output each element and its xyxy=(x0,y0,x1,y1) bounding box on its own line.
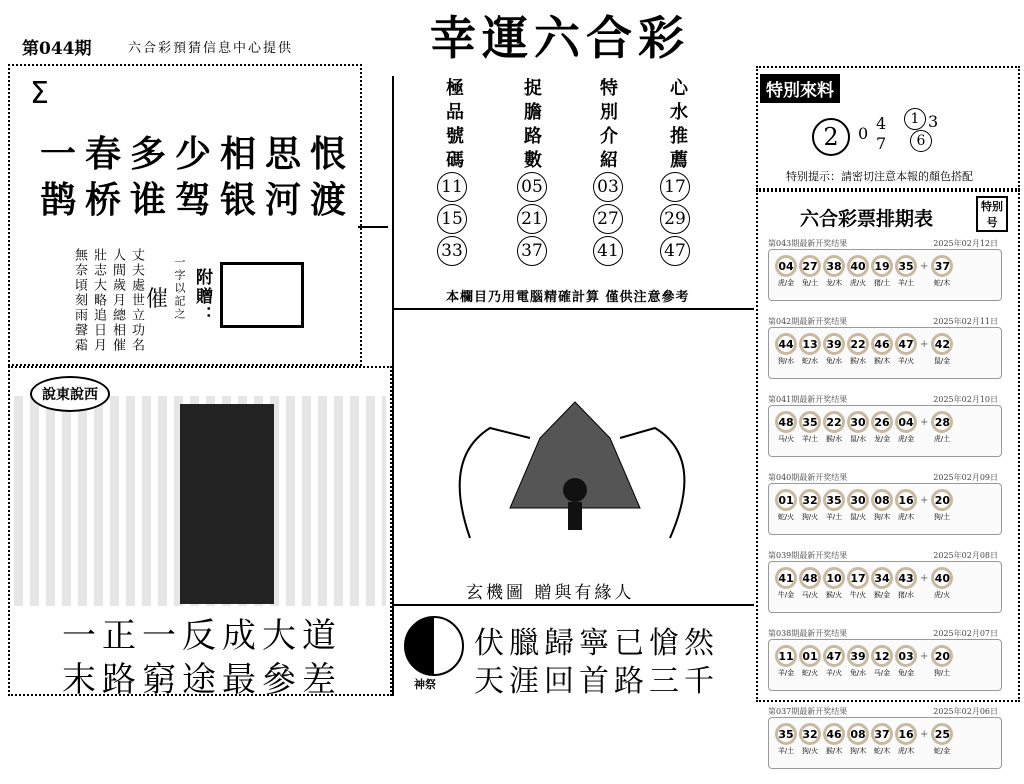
lottery-ball: 44 xyxy=(775,333,797,355)
result-block xyxy=(768,238,1002,301)
lower-line-1: 一正一反成大道 xyxy=(62,616,342,656)
lottery-ball: 01 xyxy=(775,489,797,511)
plus-sign: + xyxy=(920,494,929,506)
zodiac-row xyxy=(775,278,1001,288)
lottery-ball: 04 xyxy=(775,255,797,277)
code-number: 27 xyxy=(593,204,623,234)
poem-divider xyxy=(358,226,388,228)
ball-row xyxy=(775,567,1001,589)
mystery-picture xyxy=(440,398,710,548)
sigma-icon: Σ xyxy=(30,76,49,111)
result-block xyxy=(768,472,1002,535)
poem-line-1: 一春多少相思恨 xyxy=(40,133,356,175)
special-n1: 0 xyxy=(858,124,869,143)
lottery-ball: 43 xyxy=(895,567,917,589)
results-badge: 特别号 xyxy=(976,196,1008,232)
zodiac-label: 牛/金 xyxy=(777,591,795,599)
verse-line-1: 伏臘歸寧已愴然 xyxy=(474,626,719,661)
lottery-ball: 04 xyxy=(895,411,917,433)
zodiac-label: 兔/水 xyxy=(849,669,867,677)
result-label: 第043期最新开奖结果 xyxy=(768,239,848,248)
zodiac-label: 鼠/火 xyxy=(849,513,867,521)
zodiac-label: 虎/火 xyxy=(849,279,867,287)
lottery-ball: 46 xyxy=(823,723,845,745)
zodiac-label: 兔/金 xyxy=(897,669,915,677)
special-frac-bottom: 7 xyxy=(876,134,887,153)
lottery-ball: 32 xyxy=(799,723,821,745)
ball-row xyxy=(775,411,1001,433)
result-box xyxy=(768,327,1002,379)
code-header: 極品號碼 xyxy=(443,78,464,174)
zodiac-label: 狗/土 xyxy=(933,513,951,521)
verse-column: 人間歲月總相催 xyxy=(110,248,125,353)
zodiac-label: 龙/木 xyxy=(825,279,843,287)
lottery-ball: 47 xyxy=(823,645,845,667)
zodiac-row xyxy=(775,590,1001,600)
zodiac-label: 猪/水 xyxy=(897,591,915,599)
zodiac-label: 狗/水 xyxy=(777,357,795,365)
lottery-ball: 48 xyxy=(775,411,797,433)
lottery-ball: 10 xyxy=(823,567,845,589)
zodiac-label: 狗/火 xyxy=(801,513,819,521)
computer-note: 本欄目乃用電腦精確計算 僅供注意參考 xyxy=(446,290,690,305)
zodiac-label: 猪/土 xyxy=(873,279,891,287)
zodiac-label: 蛇/水 xyxy=(801,357,819,365)
ball-row xyxy=(775,645,1001,667)
lottery-ball: 27 xyxy=(799,255,821,277)
lottery-ball: 39 xyxy=(823,333,845,355)
zodiac-label: 蛇/木 xyxy=(933,279,951,287)
sponsor-text: 六合彩預猜信息中心提供 xyxy=(128,41,294,56)
verse-column: 丈夫處世立功名 xyxy=(129,248,144,353)
zodiac-label: 羊/火 xyxy=(825,669,843,677)
special-tip: 特别提示：請密切注意本報的顏色搭配 xyxy=(786,170,973,183)
lottery-ball: 25 xyxy=(931,723,953,745)
zodiac-label: 狗/火 xyxy=(801,747,819,755)
result-box xyxy=(768,249,1002,301)
zodiac-label: 虎/木 xyxy=(897,747,915,755)
zodiac-label: 牛/火 xyxy=(849,591,867,599)
lottery-ball: 48 xyxy=(799,567,821,589)
special-c3: 6 xyxy=(910,130,932,152)
verse-column: 壯志大略追日月 xyxy=(91,248,106,353)
result-label: 第039期最新开奖结果 xyxy=(768,551,848,560)
code-number: 11 xyxy=(437,172,467,202)
poem-line-2: 鹊桥谁驾银河渡 xyxy=(40,179,356,221)
result-header xyxy=(768,472,998,483)
result-header xyxy=(768,238,998,249)
lottery-ball: 11 xyxy=(775,645,797,667)
codes-section xyxy=(428,78,728,278)
zodiac-label: 马/火 xyxy=(801,591,819,599)
code-number: 29 xyxy=(660,204,690,234)
code-header: 心水推薦 xyxy=(667,78,688,174)
plus-sign: + xyxy=(920,728,929,740)
zodiac-label: 猴/木 xyxy=(825,747,843,755)
special-big-number: 2 xyxy=(812,118,850,156)
lottery-ball: 12 xyxy=(871,645,893,667)
result-date: 2025年02月10日 xyxy=(933,395,998,404)
hint-char: 催 xyxy=(146,287,169,312)
lottery-ball: 20 xyxy=(931,489,953,511)
result-header xyxy=(768,706,998,717)
special-frac-top: 4 xyxy=(876,114,887,133)
lottery-ball: 34 xyxy=(871,567,893,589)
zodiac-row xyxy=(775,746,1001,756)
zodiac-label: 蛇/火 xyxy=(777,513,795,521)
lottery-ball: 20 xyxy=(931,645,953,667)
code-number: 37 xyxy=(517,236,547,266)
result-header xyxy=(768,316,998,327)
results-list xyxy=(768,238,1002,784)
zodiac-label: 猴/金 xyxy=(873,591,891,599)
gift-label: 附贈： xyxy=(192,268,212,325)
result-label: 第038期最新开奖结果 xyxy=(768,629,848,638)
zodiac-row xyxy=(775,434,1001,444)
result-label: 第037期最新开奖结果 xyxy=(768,707,848,716)
code-number: 15 xyxy=(437,204,467,234)
zodiac-label: 马/金 xyxy=(873,669,891,677)
tower-shape xyxy=(180,404,274,604)
lottery-ball: 35 xyxy=(823,489,845,511)
lottery-ball: 37 xyxy=(931,255,953,277)
result-header xyxy=(768,394,998,405)
lottery-ball: 47 xyxy=(895,333,917,355)
gift-box xyxy=(220,262,304,328)
result-date: 2025年02月11日 xyxy=(933,317,998,326)
zodiac-label: 蛇/木 xyxy=(873,747,891,755)
result-date: 2025年02月07日 xyxy=(933,629,998,638)
result-box xyxy=(768,483,1002,535)
code-header: 特別介紹 xyxy=(597,78,618,174)
result-date: 2025年02月06日 xyxy=(933,707,998,716)
zodiac-label: 兔/土 xyxy=(801,279,819,287)
result-block xyxy=(768,394,1002,457)
ball-row xyxy=(775,333,1001,355)
zodiac-label: 猴/水 xyxy=(849,357,867,365)
code-number: 21 xyxy=(517,204,547,234)
zodiac-label: 狗/木 xyxy=(849,747,867,755)
lottery-ball: 41 xyxy=(775,567,797,589)
result-block xyxy=(768,550,1002,613)
plus-sign: + xyxy=(920,416,929,428)
zodiac-label: 蛇/火 xyxy=(801,669,819,677)
yin-yang-icon xyxy=(404,616,464,676)
frame-curve-left xyxy=(460,428,530,538)
special-title: 特別來料 xyxy=(760,74,840,103)
result-block xyxy=(768,316,1002,379)
zodiac-label: 虎/金 xyxy=(897,435,915,443)
lottery-ball: 16 xyxy=(895,723,917,745)
result-box xyxy=(768,639,1002,691)
result-label: 第040期最新开奖结果 xyxy=(768,473,848,482)
result-header xyxy=(768,550,998,561)
figure-body xyxy=(568,502,582,530)
result-box xyxy=(768,561,1002,613)
zodiac-label: 龙/金 xyxy=(873,435,891,443)
zodiac-label: 羊/土 xyxy=(825,513,843,521)
zodiac-label: 羊/土 xyxy=(801,435,819,443)
figure-head xyxy=(563,478,587,502)
lottery-ball: 08 xyxy=(871,489,893,511)
lottery-ball: 13 xyxy=(799,333,821,355)
code-number: 03 xyxy=(593,172,623,202)
zodiac-label: 鼠/金 xyxy=(933,357,951,365)
zodiac-label: 虎/金 xyxy=(777,279,795,287)
lower-line-2: 末路窮途最參差 xyxy=(62,660,342,700)
result-date: 2025年02月09日 xyxy=(933,473,998,482)
special-c1: 1 xyxy=(904,108,926,130)
lottery-ball: 35 xyxy=(895,255,917,277)
zodiac-label: 鼠/水 xyxy=(849,435,867,443)
plus-sign: + xyxy=(920,572,929,584)
verse-column: 無奈頃刻雨聲霜 xyxy=(72,248,87,353)
zodiac-label: 狗/土 xyxy=(933,669,951,677)
plus-sign: + xyxy=(920,338,929,350)
ball-row xyxy=(775,723,1001,745)
center-left-rule xyxy=(392,76,394,696)
zodiac-label: 羊/金 xyxy=(777,669,795,677)
lottery-ball: 40 xyxy=(931,567,953,589)
lottery-ball: 19 xyxy=(871,255,893,277)
zodiac-label: 猴/火 xyxy=(825,591,843,599)
lottery-ball: 22 xyxy=(823,411,845,433)
zodiac-label: 马/火 xyxy=(777,435,795,443)
page-title: 幸運六合彩 xyxy=(430,11,690,65)
lottery-ball: 08 xyxy=(847,723,869,745)
lottery-ball: 30 xyxy=(847,411,869,433)
results-title: 六合彩票排期表 xyxy=(800,208,934,230)
lottery-ball: 39 xyxy=(847,645,869,667)
lottery-ball: 35 xyxy=(799,411,821,433)
verse-columns xyxy=(62,248,144,353)
lottery-ball: 26 xyxy=(871,411,893,433)
talk-badge: 說東說西 xyxy=(30,376,110,412)
zodiac-row xyxy=(775,512,1001,522)
result-block xyxy=(768,706,1002,769)
zodiac-label: 蛇/金 xyxy=(933,747,951,755)
zodiac-label: 狗/木 xyxy=(873,513,891,521)
lottery-ball: 37 xyxy=(871,723,893,745)
zodiac-label: 羊/土 xyxy=(897,279,915,287)
verse-line-2: 天涯回首路三千 xyxy=(474,664,719,699)
picture-caption: 玄機圖 贈與有緣人 xyxy=(466,583,635,603)
code-number: 33 xyxy=(437,236,467,266)
result-header xyxy=(768,628,998,639)
plus-sign: + xyxy=(920,260,929,272)
zodiac-label: 虎/火 xyxy=(933,591,951,599)
result-block xyxy=(768,628,1002,691)
lottery-ball: 16 xyxy=(895,489,917,511)
result-box xyxy=(768,717,1002,769)
zodiac-label: 猴/水 xyxy=(825,435,843,443)
code-number: 05 xyxy=(517,172,547,202)
lottery-ball: 42 xyxy=(931,333,953,355)
zodiac-row xyxy=(775,356,1001,366)
result-label: 第042期最新开奖结果 xyxy=(768,317,848,326)
issue-number: 第044期 xyxy=(22,39,92,59)
lottery-ball: 35 xyxy=(775,723,797,745)
lottery-ball: 17 xyxy=(847,567,869,589)
zodiac-label: 虎/木 xyxy=(897,513,915,521)
result-box xyxy=(768,405,1002,457)
lottery-ball: 32 xyxy=(799,489,821,511)
plus-sign: + xyxy=(920,650,929,662)
zodiac-row xyxy=(775,668,1001,678)
lottery-ball: 46 xyxy=(871,333,893,355)
code-number: 41 xyxy=(593,236,623,266)
hint-vertical: 一字以記之 xyxy=(173,256,186,321)
zodiac-label: 兔/水 xyxy=(825,357,843,365)
seal-text: 神祭 xyxy=(414,678,436,691)
lottery-ball: 03 xyxy=(895,645,917,667)
zodiac-label: 虎/土 xyxy=(933,435,951,443)
lottery-ball: 22 xyxy=(847,333,869,355)
result-label: 第041期最新开奖结果 xyxy=(768,395,848,404)
special-c2: 3 xyxy=(928,112,939,131)
code-header: 捉膽路數 xyxy=(521,78,542,174)
ball-row xyxy=(775,489,1001,511)
result-date: 2025年02月08日 xyxy=(933,551,998,560)
ball-row xyxy=(775,255,1001,277)
code-number: 17 xyxy=(660,172,690,202)
zodiac-label: 猴/木 xyxy=(873,357,891,365)
lottery-ball: 40 xyxy=(847,255,869,277)
verse-divider xyxy=(394,604,754,606)
lottery-ball: 30 xyxy=(847,489,869,511)
lottery-ball: 01 xyxy=(799,645,821,667)
center-divider xyxy=(394,308,754,310)
zodiac-label: 羊/土 xyxy=(777,747,795,755)
code-number: 47 xyxy=(660,236,690,266)
zodiac-label: 羊/火 xyxy=(897,357,915,365)
lottery-ball: 28 xyxy=(931,411,953,433)
result-date: 2025年02月12日 xyxy=(933,239,998,248)
lottery-ball: 38 xyxy=(823,255,845,277)
